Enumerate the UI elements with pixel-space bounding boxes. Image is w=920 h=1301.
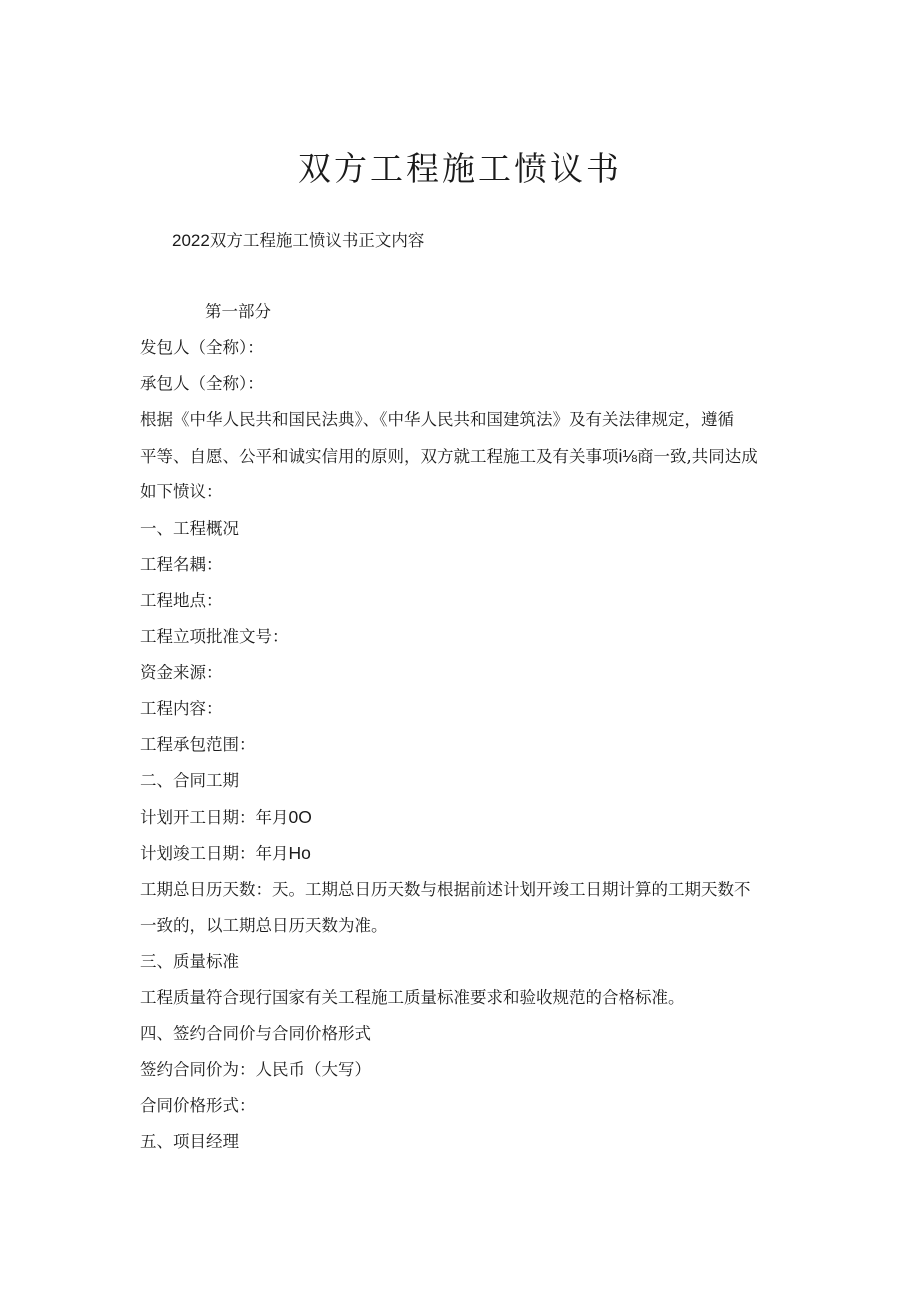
line-text: 发包人（全称）： — [140, 338, 264, 358]
document-line — [140, 803, 800, 839]
document-line — [140, 623, 800, 659]
document-line — [140, 912, 800, 948]
line-text: 四、签约合同价与合同价格形式 — [140, 1023, 371, 1043]
line-text-after: 商一致,共同达成 — [636, 447, 758, 467]
line-text: 平等、自愿、公平和诚实信用的原则，双方就工程施工及有关事项 — [140, 447, 619, 467]
document-line — [140, 334, 800, 370]
document-line — [140, 478, 800, 514]
document-line — [140, 731, 800, 767]
line-text: 工程内容： — [140, 699, 223, 719]
line-text: 一、工程概况 — [140, 518, 239, 538]
document-line — [140, 839, 800, 875]
document-subtitle — [172, 229, 424, 253]
document-line — [140, 695, 800, 731]
line-text: 一致的，以工期总日历天数为准。 — [140, 915, 388, 935]
line-text: 工程承包范围： — [140, 735, 256, 755]
line-text: 第一部分 — [205, 302, 271, 321]
line-text: 根据《中华人民共和国民法典》、《中华人民共和国建筑法》及有关法律规定，遵循 — [140, 410, 734, 430]
line-text: 计划竣工日期：年月 — [140, 844, 289, 864]
subtitle-year: 2022 — [172, 231, 210, 250]
document-line — [140, 587, 800, 623]
line-text: 工程地点： — [140, 590, 223, 610]
line-text: 五、项目经理 — [140, 1132, 239, 1152]
line-text: 计划开工日期：年月 — [140, 808, 289, 828]
document-line — [140, 298, 800, 334]
document-line — [140, 1128, 800, 1164]
subtitle-text: 双方工程施工愤议书正文内容 — [209, 231, 425, 250]
line-text: 签约合同价为：人民币（大写） — [140, 1059, 371, 1079]
document-line — [140, 406, 800, 442]
document-line — [140, 551, 800, 587]
document-line — [140, 1020, 800, 1056]
document-body — [140, 298, 800, 1164]
document-line — [140, 1056, 800, 1092]
document-line — [140, 515, 800, 551]
line-text: 工程立项批准文号： — [140, 626, 289, 646]
document-line — [140, 1092, 800, 1128]
line-latin-text: 0O — [288, 807, 312, 828]
document-line — [140, 948, 800, 984]
document-title: 双方工程施工愤议书 — [298, 149, 622, 188]
document-line — [140, 984, 800, 1020]
line-text: 二、合同工期 — [140, 771, 239, 791]
line-text: 工程质量符合现行国家有关工程施工质量标准要求和验收规范的合格标准。 — [140, 987, 685, 1007]
document-line — [140, 442, 800, 478]
line-text: 资金来源： — [140, 662, 223, 682]
line-text: 如下愤议： — [140, 482, 223, 502]
document-line — [140, 659, 800, 695]
line-latin-text: i⅛ — [618, 446, 637, 467]
document-line — [140, 876, 800, 912]
line-text: 承包人（全称）： — [140, 374, 264, 394]
document-line — [140, 370, 800, 406]
line-latin-text: Ho — [288, 843, 311, 864]
line-text: 工期总日历天数：天。工期总日历天数与根据前述计划开竣工日期计算的工期天数不 — [140, 879, 751, 899]
line-text: 合同价格形式： — [140, 1096, 256, 1116]
line-text: 工程名耦： — [140, 554, 223, 574]
line-text: 三、质量标准 — [140, 951, 239, 971]
document-line — [140, 767, 800, 803]
